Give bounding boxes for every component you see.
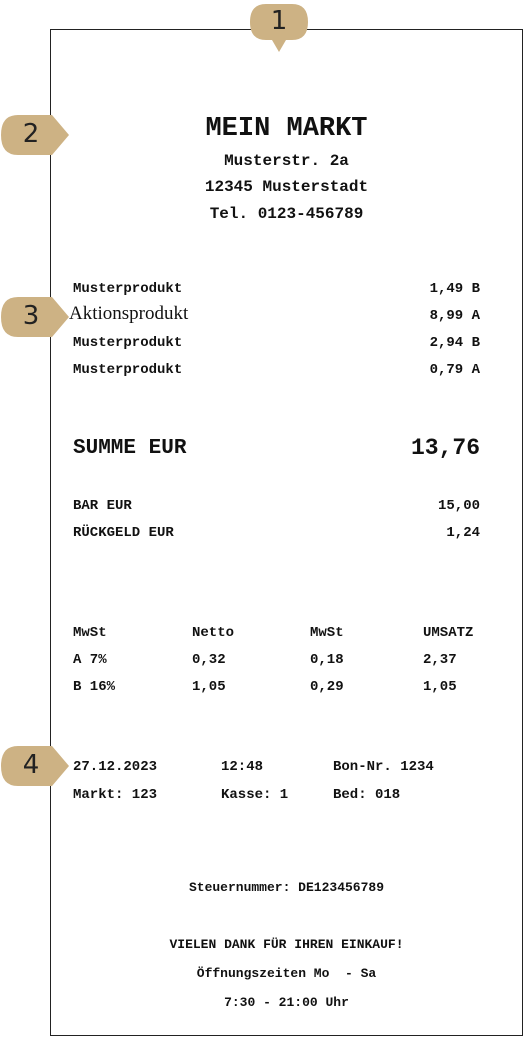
tax-cell: B 16% bbox=[73, 679, 116, 695]
item-name: Aktionsprodukt bbox=[69, 303, 189, 324]
operator-id: Bed: 018 bbox=[333, 787, 401, 803]
marker-number: 4 bbox=[22, 750, 40, 780]
marker-number: 1 bbox=[270, 6, 288, 36]
receipt-date: 27.12.2023 bbox=[73, 759, 158, 775]
tax-header: MwSt bbox=[73, 625, 107, 641]
tax-header: MwSt bbox=[310, 625, 344, 641]
tax-cell: 0,32 bbox=[192, 652, 226, 668]
tax-header: UMSATZ bbox=[423, 625, 474, 641]
tax-cell: A 7% bbox=[73, 652, 107, 668]
item-name: Musterprodukt bbox=[73, 281, 183, 297]
tax-cell: 1,05 bbox=[192, 679, 226, 695]
callout-marker-2 bbox=[0, 114, 70, 156]
change-label: RÜCKGELD EUR bbox=[73, 525, 174, 541]
register-id: Kasse: 1 bbox=[221, 787, 289, 803]
item-price: 2,94 B bbox=[429, 335, 480, 351]
store-name: MEIN MARKT bbox=[205, 114, 368, 144]
callout-marker-3 bbox=[0, 296, 70, 338]
opening-hours: 7:30 - 21:00 Uhr bbox=[224, 995, 349, 1010]
tax-cell: 2,37 bbox=[423, 652, 457, 668]
marker-number: 3 bbox=[22, 301, 40, 331]
store-street: Musterstr. 2a bbox=[224, 152, 349, 170]
cash-label: BAR EUR bbox=[73, 498, 132, 514]
total-label: SUMME EUR bbox=[73, 437, 187, 460]
marker-number: 2 bbox=[22, 119, 40, 149]
thank-you: VIELEN DANK FÜR IHREN EINKAUF! bbox=[169, 937, 404, 952]
opening-hours-label: Öffnungszeiten Mo - Sa bbox=[196, 966, 377, 981]
callout-marker-1 bbox=[248, 2, 310, 54]
item-price: 8,99 A bbox=[429, 308, 480, 324]
market-id: Markt: 123 bbox=[73, 787, 158, 803]
change-value: 1,24 bbox=[446, 525, 480, 541]
cash-value: 15,00 bbox=[437, 498, 480, 514]
tax-cell: 0,18 bbox=[310, 652, 344, 668]
tax-number: Steuernummer: DE123456789 bbox=[188, 880, 385, 895]
receipt bbox=[50, 29, 523, 1036]
tax-cell: 1,05 bbox=[423, 679, 457, 695]
receipt-number: Bon-Nr. 1234 bbox=[333, 759, 434, 775]
item-name: Musterprodukt bbox=[73, 335, 183, 351]
tax-header: Netto bbox=[192, 625, 235, 641]
receipt-time: 12:48 bbox=[221, 759, 264, 775]
item-price: 0,79 A bbox=[429, 362, 480, 378]
store-city: 12345 Musterstadt bbox=[204, 178, 369, 196]
callout-marker-4 bbox=[0, 745, 70, 787]
item-price: 1,49 B bbox=[429, 281, 480, 297]
tax-cell: 0,29 bbox=[310, 679, 344, 695]
item-name: Musterprodukt bbox=[73, 362, 183, 378]
store-phone: Tel. 0123-456789 bbox=[209, 205, 364, 223]
total-value: 13,76 bbox=[410, 435, 480, 461]
